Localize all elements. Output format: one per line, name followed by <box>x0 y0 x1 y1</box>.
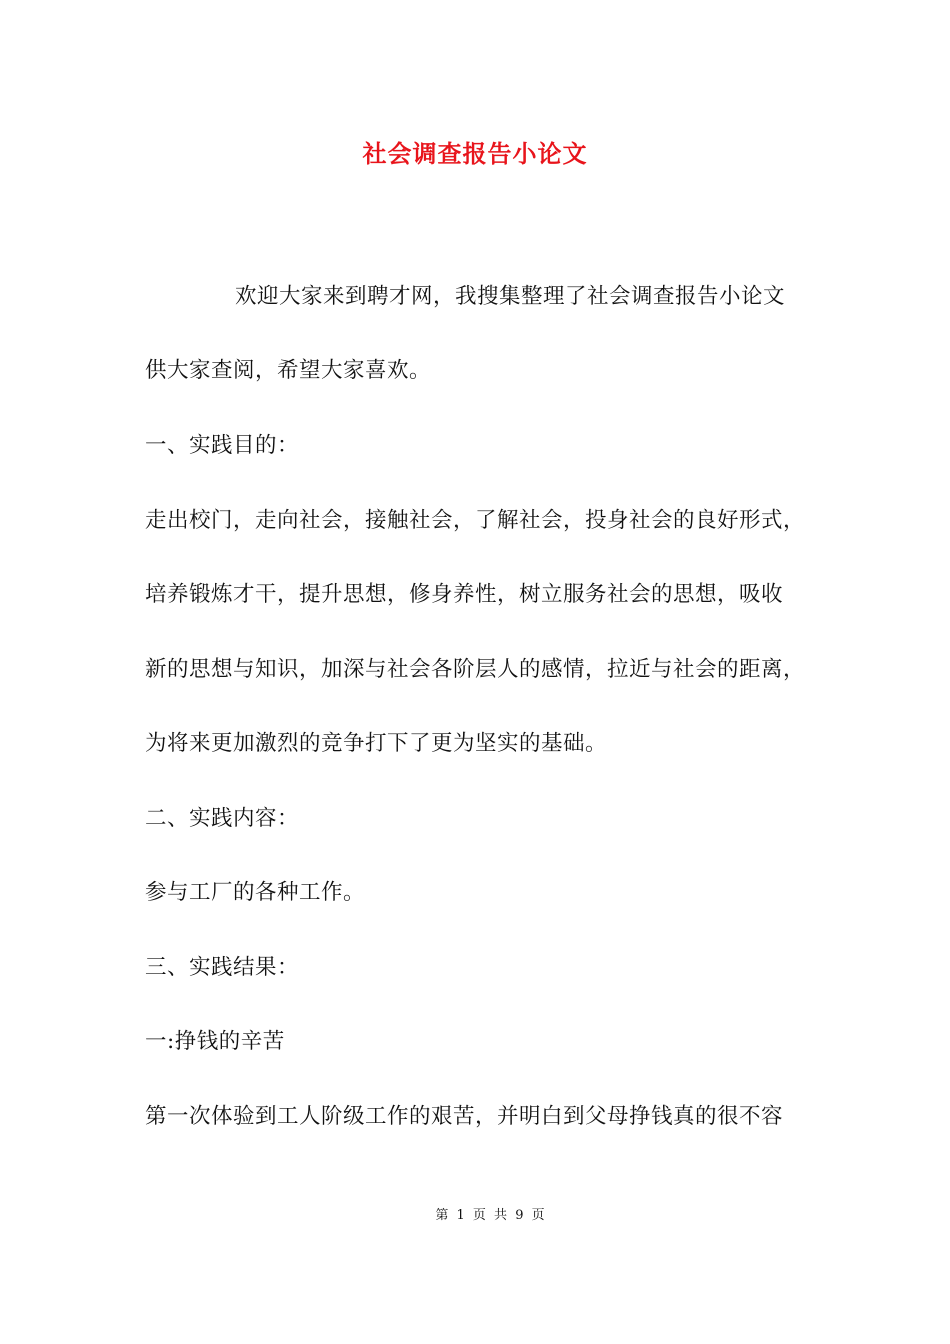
paragraph-line: 新的思想与知识，加深与社会各阶层人的感情，拉近与社会的距离， <box>145 657 806 682</box>
document-title: 社会调查报告小论文 <box>362 139 588 168</box>
paragraph-line: 培养锻炼才干，提升思想，修身养性，树立服务社会的思想，吸收 <box>145 582 784 607</box>
paragraph-line: 走出校门，走向社会，接触社会，了解社会，投身社会的良好形式， <box>145 508 806 533</box>
section-heading: 三、实践结果： <box>145 955 300 980</box>
paragraph-line: 供大家查阅，希望大家喜欢。 <box>145 358 432 383</box>
paragraph-line: 参与工厂的各种工作。 <box>145 880 366 905</box>
paragraph-line: 欢迎大家来到聘才网，我搜集整理了社会调查报告小论文 <box>235 284 786 309</box>
section-heading: 一、实践目的： <box>145 433 300 458</box>
page-number-footer: 第 1 页 共 9 页 <box>435 1208 545 1223</box>
section-heading: 二、实践内容： <box>145 806 300 831</box>
paragraph-line: 为将来更加激烈的竞争打下了更为坚实的基础。 <box>145 731 608 756</box>
subsection-heading: 一:挣钱的辛苦 <box>145 1029 285 1054</box>
paragraph-line: 第一次体验到工人阶级工作的艰苦，并明白到父母挣钱真的很不容 <box>145 1104 784 1129</box>
